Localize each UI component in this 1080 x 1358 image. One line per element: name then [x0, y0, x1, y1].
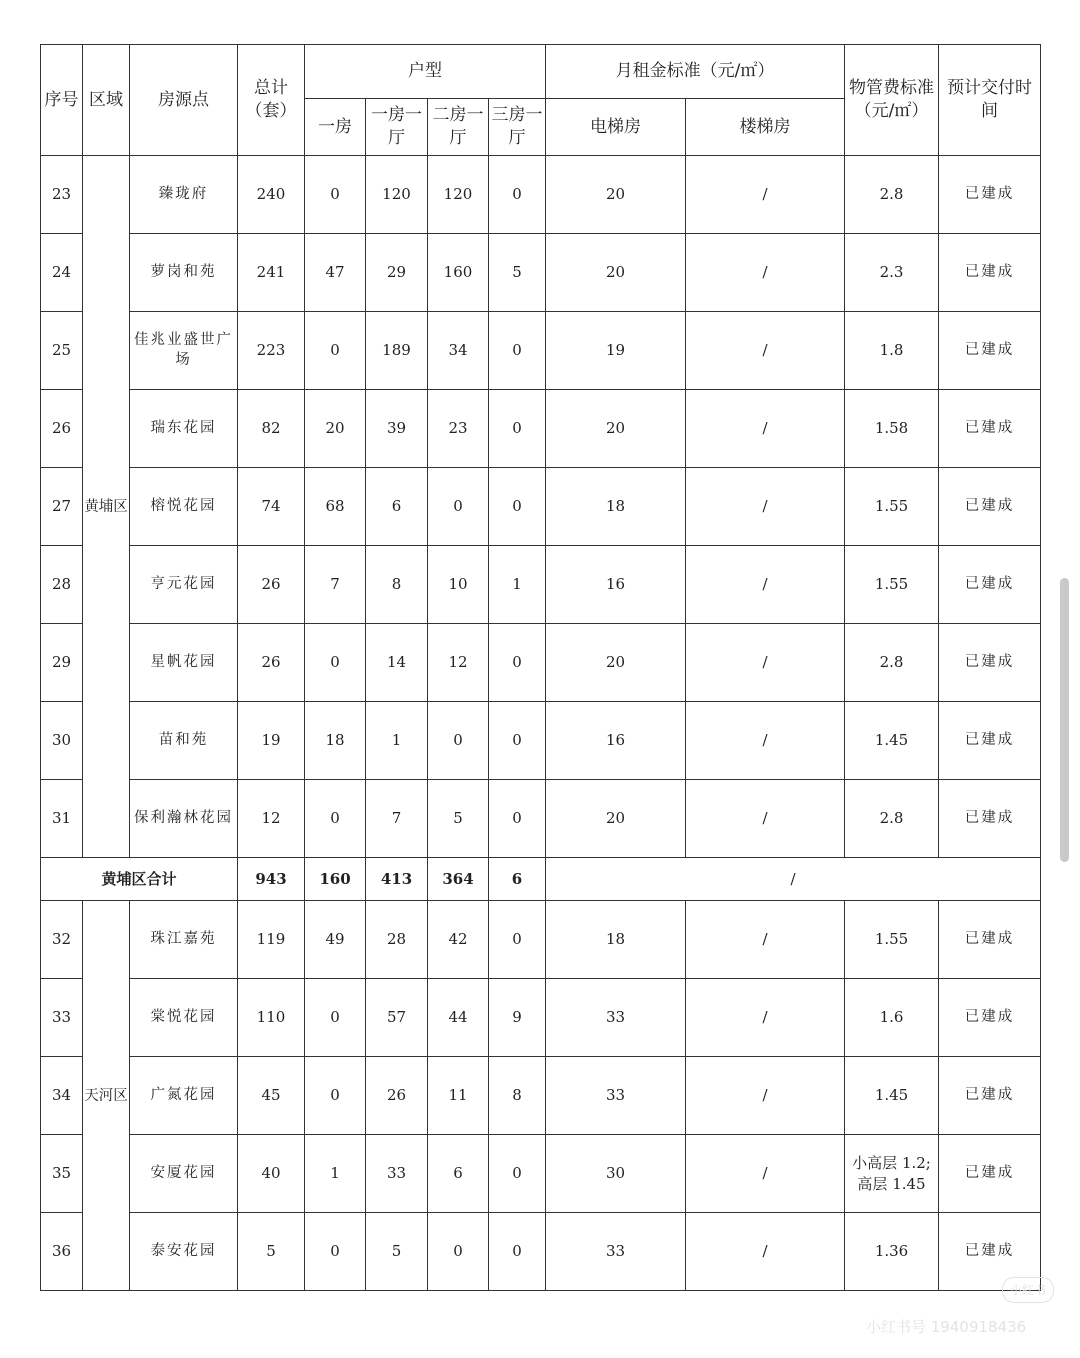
delivery-status: 已建成	[939, 312, 1041, 390]
property-fee: 2.3	[845, 234, 939, 312]
units-1r1h: 29	[366, 234, 428, 312]
site-name: 苗和苑	[130, 702, 238, 780]
units-3r1h: 5	[489, 234, 546, 312]
site-name: 泰安花园	[130, 1213, 238, 1291]
watermark-logo: 小红书	[1002, 1277, 1054, 1303]
units-1r: 47	[305, 234, 366, 312]
property-fee: 1.8	[845, 312, 939, 390]
delivery-status: 已建成	[939, 468, 1041, 546]
table-row	[41, 780, 1041, 858]
table-row	[41, 979, 1041, 1057]
subtotal-3r1h: 6	[489, 858, 546, 901]
units-2r1h: 6	[428, 1135, 489, 1213]
rent-elevator: 20	[546, 780, 686, 858]
units-1r1h: 26	[366, 1057, 428, 1135]
subtotal-1r: 160	[305, 858, 366, 901]
row-number: 25	[41, 312, 83, 390]
row-number: 30	[41, 702, 83, 780]
rent-stair: /	[686, 312, 845, 390]
units-1r: 68	[305, 468, 366, 546]
total-units: 241	[238, 234, 305, 312]
units-1r1h: 189	[366, 312, 428, 390]
rent-stair: /	[686, 1135, 845, 1213]
rent-stair: /	[686, 780, 845, 858]
property-fee: 1.55	[845, 546, 939, 624]
rent-elevator: 20	[546, 234, 686, 312]
units-1r: 18	[305, 702, 366, 780]
rent-stair: /	[686, 1057, 845, 1135]
header-unit-type: 户型	[305, 45, 546, 99]
units-2r1h: 12	[428, 624, 489, 702]
header-unit-1r1h: 一房一厅	[366, 99, 428, 156]
total-units: 12	[238, 780, 305, 858]
table-row	[41, 624, 1041, 702]
rent-elevator: 18	[546, 468, 686, 546]
units-1r1h: 33	[366, 1135, 428, 1213]
table-row	[41, 156, 1041, 234]
property-fee: 1.58	[845, 390, 939, 468]
subtotal-rest: /	[546, 858, 1041, 901]
row-number: 36	[41, 1213, 83, 1291]
rent-stair: /	[686, 901, 845, 979]
delivery-status: 已建成	[939, 546, 1041, 624]
delivery-status: 已建成	[939, 156, 1041, 234]
property-fee: 1.55	[845, 901, 939, 979]
rent-stair: /	[686, 156, 845, 234]
row-number: 32	[41, 901, 83, 979]
header-site: 房源点	[130, 45, 238, 156]
delivery-status: 已建成	[939, 624, 1041, 702]
total-units: 26	[238, 624, 305, 702]
units-1r: 0	[305, 156, 366, 234]
row-number: 27	[41, 468, 83, 546]
delivery-status: 已建成	[939, 901, 1041, 979]
rent-elevator: 16	[546, 702, 686, 780]
subtotal-label: 黄埔区合计	[41, 858, 238, 901]
units-3r1h: 0	[489, 901, 546, 979]
rent-stair: /	[686, 546, 845, 624]
housing-rent-table	[40, 44, 1041, 1291]
row-number: 34	[41, 1057, 83, 1135]
units-2r1h: 0	[428, 702, 489, 780]
units-3r1h: 0	[489, 1135, 546, 1213]
units-3r1h: 8	[489, 1057, 546, 1135]
property-fee: 2.8	[845, 780, 939, 858]
rent-elevator: 30	[546, 1135, 686, 1213]
header-seq: 序号	[41, 45, 83, 156]
units-3r1h: 0	[489, 1213, 546, 1291]
subtotal-2r1h: 364	[428, 858, 489, 901]
header-rent-stair: 楼梯房	[686, 99, 845, 156]
site-name: 保利瀚林花园	[130, 780, 238, 858]
table-row	[41, 546, 1041, 624]
vertical-scrollbar[interactable]	[1060, 578, 1069, 862]
units-1r: 0	[305, 312, 366, 390]
units-2r1h: 44	[428, 979, 489, 1057]
units-2r1h: 120	[428, 156, 489, 234]
units-1r: 49	[305, 901, 366, 979]
units-1r1h: 14	[366, 624, 428, 702]
units-1r: 20	[305, 390, 366, 468]
delivery-status: 已建成	[939, 390, 1041, 468]
rent-stair: /	[686, 624, 845, 702]
units-1r1h: 39	[366, 390, 428, 468]
row-number: 26	[41, 390, 83, 468]
total-units: 5	[238, 1213, 305, 1291]
units-3r1h: 0	[489, 312, 546, 390]
rent-stair: /	[686, 234, 845, 312]
units-2r1h: 160	[428, 234, 489, 312]
rent-elevator: 20	[546, 156, 686, 234]
header-district: 区域	[83, 45, 130, 156]
total-units: 240	[238, 156, 305, 234]
rent-elevator: 19	[546, 312, 686, 390]
row-number: 23	[41, 156, 83, 234]
property-fee: 1.55	[845, 468, 939, 546]
units-1r1h: 120	[366, 156, 428, 234]
site-name: 广氮花园	[130, 1057, 238, 1135]
total-units: 26	[238, 546, 305, 624]
table-row	[41, 1213, 1041, 1291]
site-name: 佳兆业盛世广场	[130, 312, 238, 390]
total-units: 119	[238, 901, 305, 979]
rent-stair: /	[686, 702, 845, 780]
units-1r: 0	[305, 979, 366, 1057]
delivery-status: 已建成	[939, 1057, 1041, 1135]
delivery-status: 已建成	[939, 702, 1041, 780]
property-fee: 小高层 1.2;高层 1.45	[845, 1135, 939, 1213]
units-1r: 0	[305, 624, 366, 702]
rent-stair: /	[686, 390, 845, 468]
header-delivery: 预计交付时间	[939, 45, 1041, 156]
total-units: 223	[238, 312, 305, 390]
rent-elevator: 33	[546, 1213, 686, 1291]
units-2r1h: 5	[428, 780, 489, 858]
units-1r: 1	[305, 1135, 366, 1213]
row-number: 33	[41, 979, 83, 1057]
table-row	[41, 390, 1041, 468]
rent-stair: /	[686, 1213, 845, 1291]
units-3r1h: 1	[489, 546, 546, 624]
delivery-status: 已建成	[939, 979, 1041, 1057]
site-name: 棠悦花园	[130, 979, 238, 1057]
units-1r: 0	[305, 1213, 366, 1291]
site-name: 臻珑府	[130, 156, 238, 234]
site-name: 星帆花园	[130, 624, 238, 702]
header-rent: 月租金标准（元/㎡）	[546, 45, 845, 99]
row-number: 35	[41, 1135, 83, 1213]
huangpu-subtotal-section	[41, 858, 1041, 901]
total-units: 40	[238, 1135, 305, 1213]
subtotal-row	[41, 858, 1041, 901]
delivery-status: 已建成	[939, 1135, 1041, 1213]
units-1r1h: 57	[366, 979, 428, 1057]
total-units: 74	[238, 468, 305, 546]
watermark-text: 小红书号 1940918436	[866, 1318, 1027, 1336]
property-fee: 1.6	[845, 979, 939, 1057]
table-row	[41, 702, 1041, 780]
property-fee: 2.8	[845, 624, 939, 702]
row-number: 28	[41, 546, 83, 624]
rent-elevator: 16	[546, 546, 686, 624]
property-fee: 1.45	[845, 1057, 939, 1135]
rent-elevator: 20	[546, 624, 686, 702]
delivery-status: 已建成	[939, 780, 1041, 858]
units-2r1h: 11	[428, 1057, 489, 1135]
units-3r1h: 0	[489, 390, 546, 468]
units-2r1h: 10	[428, 546, 489, 624]
subtotal-total: 943	[238, 858, 305, 901]
header-property-fee: 物管费标准（元/㎡）	[845, 45, 939, 156]
units-3r1h: 0	[489, 624, 546, 702]
table-row	[41, 234, 1041, 312]
rent-elevator: 33	[546, 1057, 686, 1135]
total-units: 45	[238, 1057, 305, 1135]
header-total: 总计（套）	[238, 45, 305, 156]
district-cell: 黄埔区	[83, 156, 130, 858]
table-row	[41, 1135, 1041, 1213]
rent-elevator: 33	[546, 979, 686, 1057]
site-name: 瑞东花园	[130, 390, 238, 468]
huangpu-section	[41, 156, 1041, 858]
units-1r1h: 1	[366, 702, 428, 780]
table-row	[41, 901, 1041, 979]
site-name: 珠江嘉苑	[130, 901, 238, 979]
table-row	[41, 468, 1041, 546]
units-2r1h: 0	[428, 468, 489, 546]
delivery-status: 已建成	[939, 1213, 1041, 1291]
units-1r1h: 5	[366, 1213, 428, 1291]
row-number: 24	[41, 234, 83, 312]
subtotal-1r1h: 413	[366, 858, 428, 901]
units-2r1h: 23	[428, 390, 489, 468]
total-units: 110	[238, 979, 305, 1057]
units-1r1h: 7	[366, 780, 428, 858]
total-units: 19	[238, 702, 305, 780]
units-3r1h: 0	[489, 702, 546, 780]
header-unit-2r1h: 二房一厅	[428, 99, 489, 156]
units-1r: 0	[305, 1057, 366, 1135]
units-1r: 0	[305, 780, 366, 858]
delivery-status: 已建成	[939, 234, 1041, 312]
rent-stair: /	[686, 979, 845, 1057]
total-units: 82	[238, 390, 305, 468]
units-2r1h: 42	[428, 901, 489, 979]
rent-elevator: 18	[546, 901, 686, 979]
units-2r1h: 0	[428, 1213, 489, 1291]
units-1r1h: 28	[366, 901, 428, 979]
property-fee: 1.45	[845, 702, 939, 780]
header-unit-1r: 一房	[305, 99, 366, 156]
site-name: 安厦花园	[130, 1135, 238, 1213]
units-2r1h: 34	[428, 312, 489, 390]
units-1r1h: 6	[366, 468, 428, 546]
property-fee: 1.36	[845, 1213, 939, 1291]
district-cell: 天河区	[83, 901, 130, 1291]
units-3r1h: 0	[489, 156, 546, 234]
units-3r1h: 0	[489, 780, 546, 858]
units-1r1h: 8	[366, 546, 428, 624]
row-number: 29	[41, 624, 83, 702]
header-rent-elevator: 电梯房	[546, 99, 686, 156]
tianhe-section	[41, 901, 1041, 1291]
units-1r: 7	[305, 546, 366, 624]
table-row	[41, 312, 1041, 390]
table-row	[41, 1057, 1041, 1135]
property-fee: 2.8	[845, 156, 939, 234]
rent-stair: /	[686, 468, 845, 546]
row-number: 31	[41, 780, 83, 858]
site-name: 萝岗和苑	[130, 234, 238, 312]
units-3r1h: 0	[489, 468, 546, 546]
rent-elevator: 20	[546, 390, 686, 468]
site-name: 亨元花园	[130, 546, 238, 624]
site-name: 榕悦花园	[130, 468, 238, 546]
units-3r1h: 9	[489, 979, 546, 1057]
header-unit-3r1h: 三房一厅	[489, 99, 546, 156]
